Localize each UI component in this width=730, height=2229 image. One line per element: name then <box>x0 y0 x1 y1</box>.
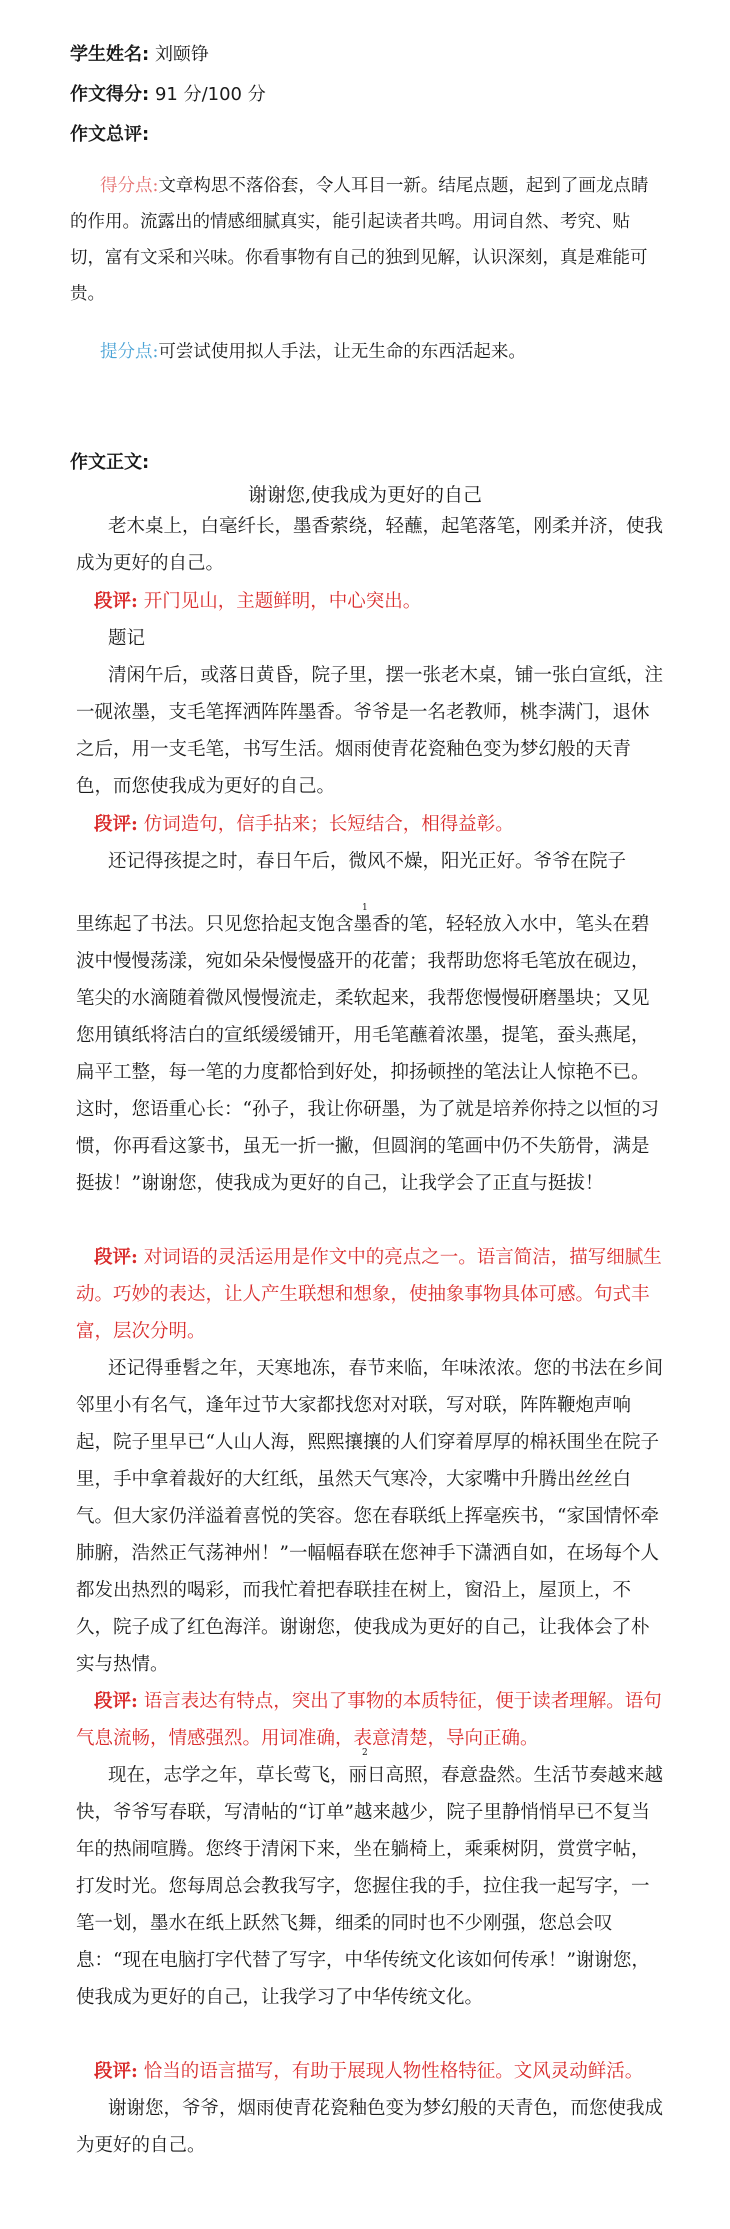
student-name-label: 学生姓名: <box>70 44 150 65</box>
improvement-label: 提分点: <box>100 342 159 362</box>
essay-paragraph-3-first-line: 还记得孩提之时，春日午后，微风不燥，阳光正好。爷爷在院子 <box>108 851 627 872</box>
review-label: 段评: <box>94 591 138 612</box>
footnote-marker-1: 1 <box>362 903 368 913</box>
essay-paragraph-3: 里练起了书法。只见您拾起支饱含墨香的笔，轻轻放入水中，笔头在碧波中慢慢荡漾，宛如朵朵慢慢盛开的花蕾；我帮助您将毛笔放在砚边，笔尖的水滴随着微风慢慢流走，柔软起来，我帮您慢慢研磨墨块；又见您用镇纸将洁白的宣纸缓缓铺开，用毛笔蘸着浓墨，提笔，蚕头燕尾，扁平工整，每一笔的力度都恰到好处，抑扬顿挫的笔法让人惊艳不已。这时，您语重心长：“孙子，我让你研墨，为了就是培养你持之以恒的习惯，你再看这篆书，虽无一折一撇，但圆润的笔画中仍不失筋骨，满是挺拔！”谢谢您，使我成为更好的自己，让我学会了正直与挺拔！ <box>76 914 659 1194</box>
overall-comment-heading <box>70 124 149 146</box>
paragraph-review-1 <box>76 583 666 620</box>
essay-paragraph-5: 现在，志学之年，草长莺飞，丽日高照，春意盎然。生活节奏越来越快，爷爷写春联，写清帖的“订单”越来越少，院子里静悄悄早已不复当年的热闹喧腾。您终于清闲下来，坐在躺椅上，乘乘树阴，赏赏字帖，打发时光。您每周总会教我写字，您握住我的手，拉住我一起写字，一笔一划，墨水在纸上跃然飞舞，细柔的同时也不少刚强，您总会叹息：“现在电脑打字代替了写字，中华传统文化该如何传承！”谢谢您，使我成为更好的自己，让我学习了中华传统文化。 <box>76 1765 664 2008</box>
essay-paragraph-4: 还记得垂髫之年，天寒地冻，春节来临，年味浓浓。您的书法在乡间邻里小有名气，逢年过节大家都找您对对联，写对联，阵阵鞭炮声响起，院子里早已“人山人海，熙熙攘攘的人们穿着厚厚的棉袄围坐在院子里，手中拿着裁好的大红纸，虽然天气寒冷，大家嘴中升腾出丝丝白气。但大家仍洋溢着喜悦的笑容。您在春联纸上挥毫疾书，“家国情怀牵肺腑，浩然正气荡神州！”一幅幅春联在您神手下潇洒自如，在场每个人都发出热烈的喝彩，而我忙着把春联挂在树上，窗沿上，屋顶上，不久，院子成了红色海洋。谢谢您，使我成为更好的自己，让我体会了朴实与热情。 <box>76 1358 664 1675</box>
improvement-comment <box>70 334 660 370</box>
review-text: 开门见山，主题鲜明，中心突出。 <box>143 591 422 612</box>
review-label: 段评: <box>94 1691 138 1712</box>
epigraph-heading: 题记 <box>108 628 146 649</box>
review-label: 段评: <box>94 2061 138 2082</box>
student-name-value: 刘颐铮 <box>154 44 209 65</box>
essay-paragraph-2: 清闲午后，或落日黄昏，院子里，摆一张老木桌，铺一张白宣纸，注一砚浓墨，支毛笔挥洒阵阵墨香。爷爷是一名老教师，桃李满门，退休之后，用一支毛笔，书写生活。烟雨使青花瓷釉色变为梦幻般的天青色，而您使我成为更好的自己。 <box>76 665 664 797</box>
essay-title: 谢谢您,使我成为更好的自己 <box>247 484 483 506</box>
essay-paragraph-1: 老木桌上，白毫纤长，墨香萦绕，轻蘸，起笔落笔，刚柔并济，使我成为更好的自己。 <box>76 516 664 574</box>
student-name-line <box>70 44 209 66</box>
essay-section-label: 作文正文: <box>70 452 150 473</box>
review-label: 段评: <box>94 814 138 835</box>
review-text: 语言表达有特点，突出了事物的本质特征，便于读者理解。语句气息流畅，情感强烈。用词准确，表意清楚，导向正确。 <box>76 1691 662 1749</box>
score-value: 91 分/100 分 <box>154 84 266 105</box>
overall-comment-label: 作文总评: <box>70 124 150 145</box>
paragraph-review-2 <box>76 806 666 843</box>
strengths-label: 得分点: <box>100 176 159 196</box>
improvement-text: 可尝试使用拟人手法，让无生命的东西活起来。 <box>158 342 526 362</box>
review-text: 仿词造句，信手拈来；长短结合，相得益彰。 <box>143 814 514 835</box>
score-label: 作文得分: <box>70 84 150 105</box>
paragraph-review-4 <box>76 1683 666 1757</box>
paragraph-review-5 <box>76 2053 666 2090</box>
review-label: 段评: <box>94 1247 138 1268</box>
footnote-marker-2: 2 <box>362 1748 368 1758</box>
strengths-text: 文章构思不落俗套，令人耳目一新。结尾点题，起到了画龙点睛的作用。流露出的情感细腻真实，能引起读者共鸣。用词自然、考究、贴切，富有文采和兴味。你看事物有自己的独到见解，认识深刻，真是难能可贵。 <box>70 176 649 304</box>
essay-paragraph-6: 谢谢您，爷爷，烟雨使青花瓷釉色变为梦幻般的天青色，而您使我成为更好的自己。 <box>76 2098 664 2156</box>
review-text: 恰当的语言描写，有助于展现人物性格特征。文风灵动鲜活。 <box>143 2061 644 2082</box>
paragraph-review-3 <box>76 1239 666 1350</box>
review-text: 对词语的灵活运用是作文中的亮点之一。语言简洁，描写细腻生动。巧妙的表达，让人产生联想和想象，使抽象事物具体可感。句式丰富，层次分明。 <box>76 1247 662 1342</box>
strengths-comment <box>70 168 660 312</box>
score-line <box>70 84 266 106</box>
